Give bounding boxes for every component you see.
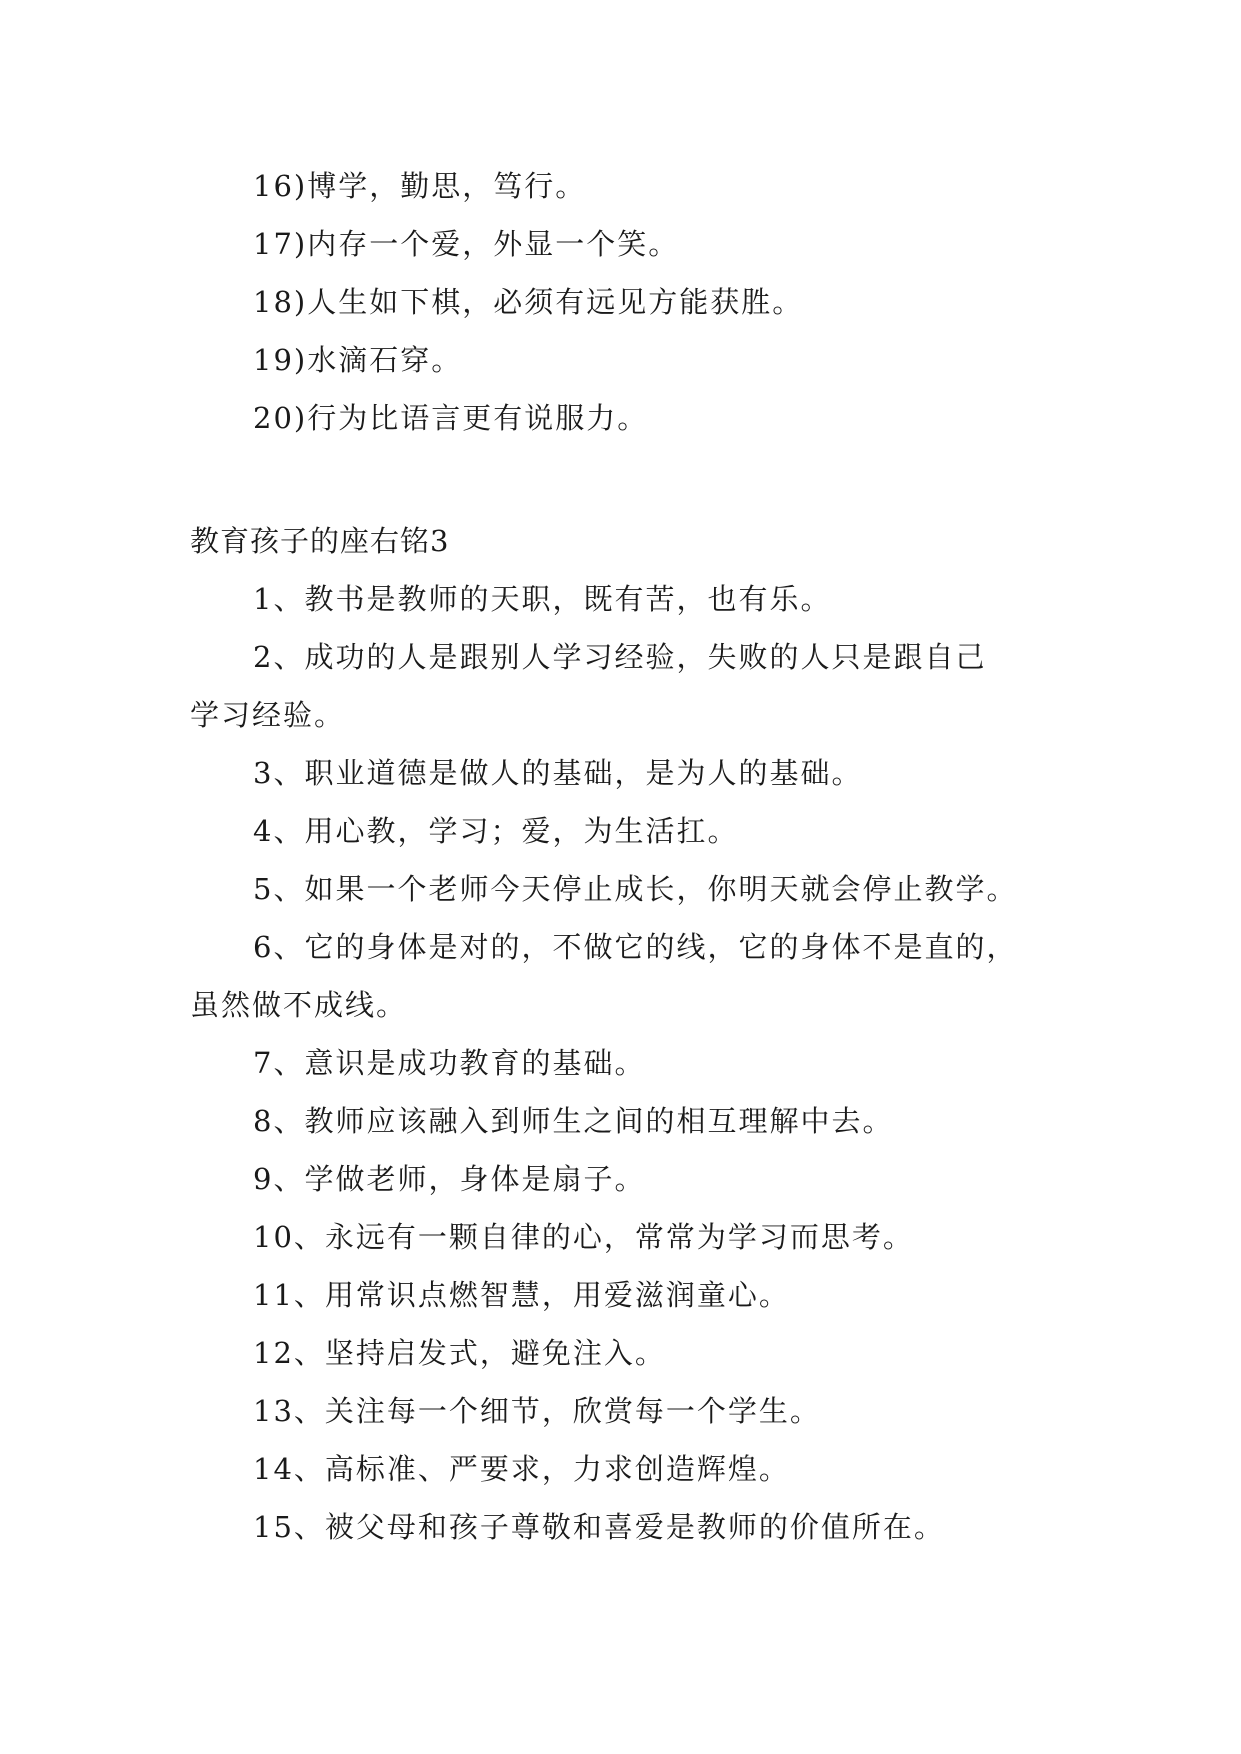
list-item: 7、意识是成功教育的基础。	[253, 1046, 646, 1080]
list-item: 3、职业道德是做人的基础，是为人的基础。	[253, 756, 863, 790]
section-heading: 教育孩子的座右铭3	[190, 524, 450, 558]
list-item: 9、学做老师，身体是扇子。	[253, 1162, 646, 1196]
list-item: 17)内存一个爱，外显一个笑。	[253, 227, 680, 261]
motto-section-3	[0, 512, 1241, 1556]
list-item: 6、它的身体是对的，不做它的线，它的身体不是直的，	[253, 930, 1018, 964]
list-item: 14、高标准、严要求，力求创造辉煌。	[253, 1452, 790, 1486]
list-item: 5、如果一个老师今天停止成长，你明天就会停止教学。	[253, 872, 1018, 906]
list-item-continuation: 虽然做不成线。	[190, 988, 408, 1022]
list-item: 20)行为比语言更有说服力。	[253, 401, 649, 435]
list-item: 15、被父母和孩子尊敬和喜爱是教师的价值所在。	[253, 1510, 945, 1544]
list-item: 8、教师应该融入到师生之间的相互理解中去。	[253, 1104, 894, 1138]
motto-list-continued	[0, 157, 1241, 447]
list-item: 11、用常识点燃智慧，用爱滋润童心。	[253, 1278, 790, 1312]
list-item: 13、关注每一个细节，欣赏每一个学生。	[253, 1394, 821, 1428]
list-item: 12、坚持启发式，避免注入。	[253, 1336, 666, 1370]
list-item: 1、教书是教师的天职，既有苦，也有乐。	[253, 582, 832, 616]
list-item: 4、用心教，学习；爱，为生活扛。	[253, 814, 739, 848]
list-item: 10、永远有一颗自律的心，常常为学习而思考。	[253, 1220, 914, 1254]
list-item: 16)博学，勤思，笃行。	[253, 169, 587, 203]
list-item: 19)水滴石穿。	[253, 343, 463, 377]
list-item: 2、成功的人是跟别人学习经验，失败的人只是跟自己	[253, 640, 987, 674]
list-item: 18)人生如下棋，必须有远见方能获胜。	[253, 285, 804, 319]
list-item-continuation: 学习经验。	[190, 698, 346, 732]
